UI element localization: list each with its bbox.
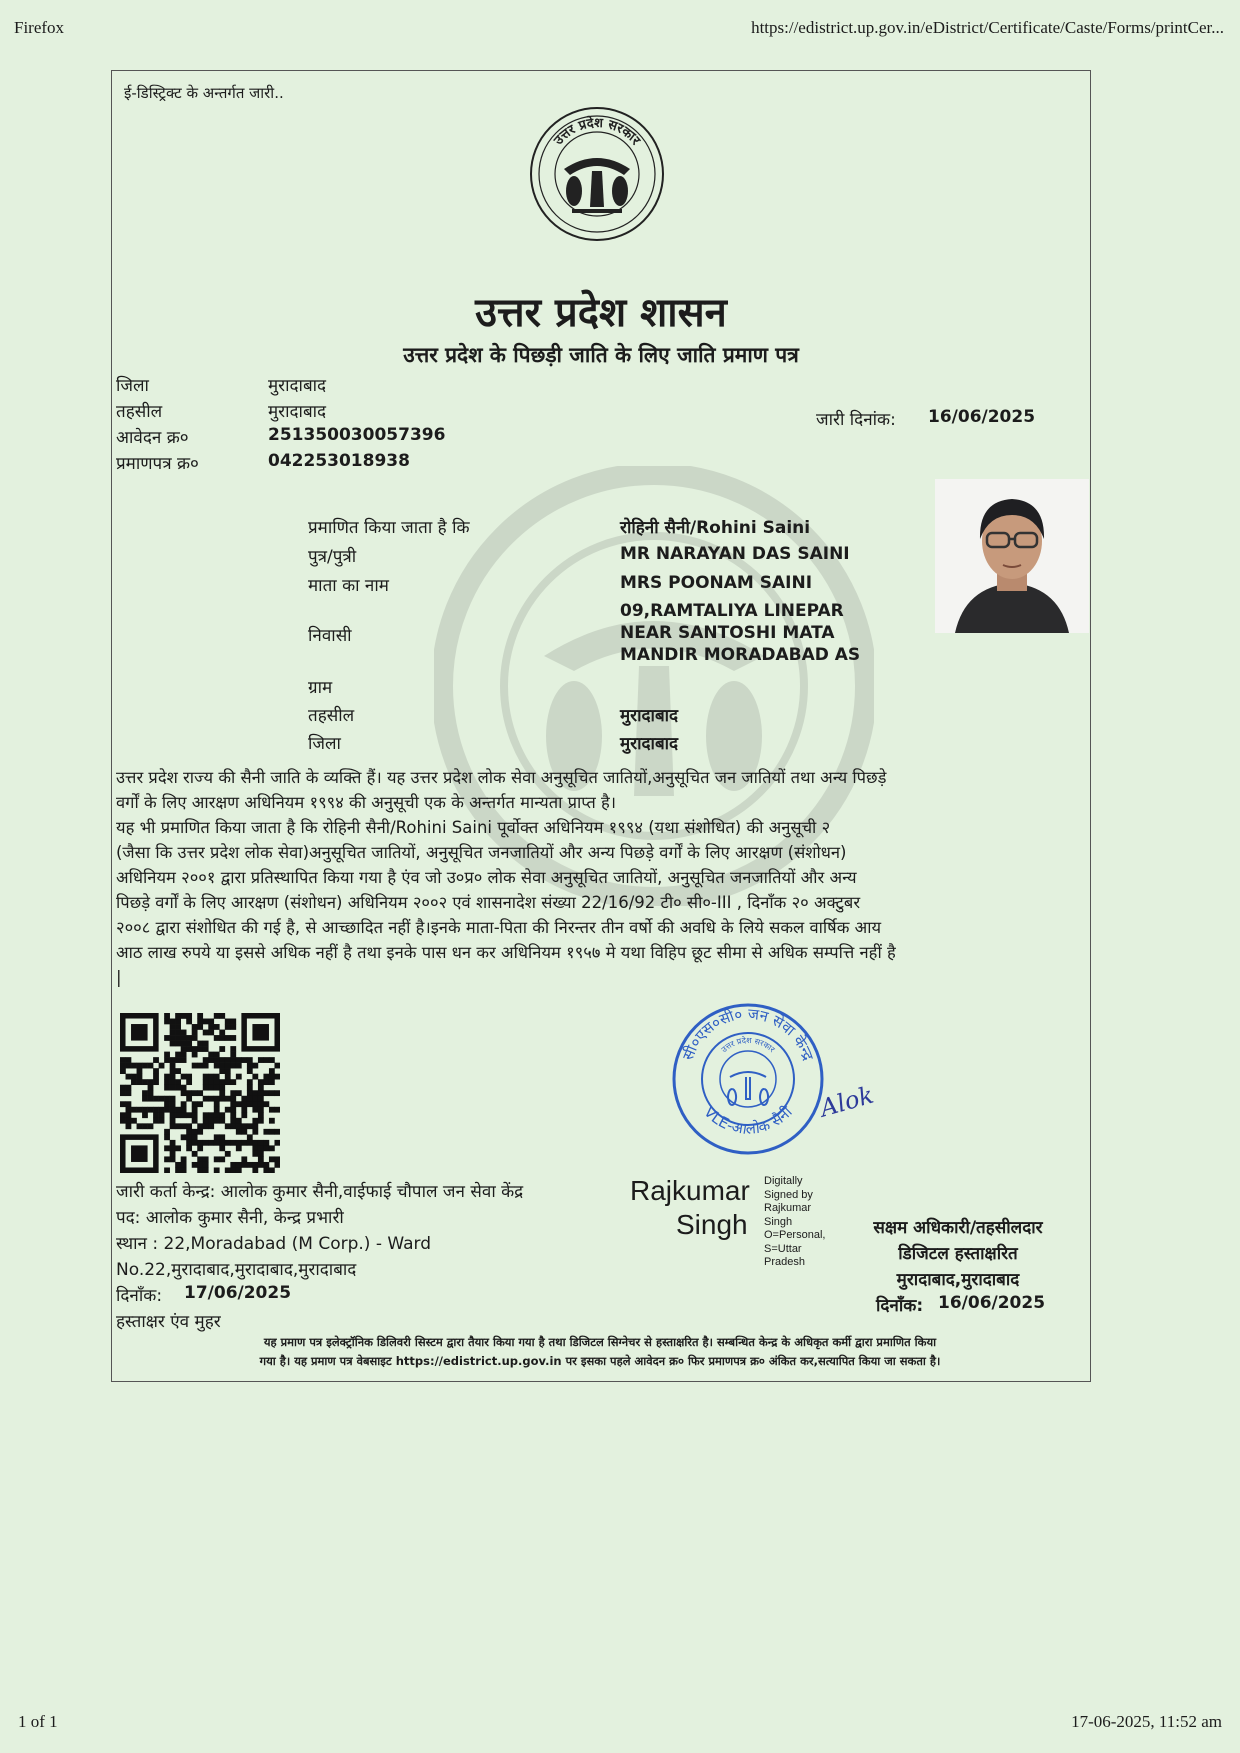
signature-detail-line: Digitally — [764, 1175, 803, 1187]
son-daughter-label: पुत्र/पुत्री — [308, 547, 357, 567]
certificate-footer — [116, 1333, 1084, 1371]
emblem-ring-text: उत्तर प्रदेश सरकार — [551, 115, 643, 149]
page-url: https://edistrict.up.gov.in/eDistrict/Certificate/Caste/Forms/printCer... — [751, 18, 1224, 37]
district-detail-value: मुरादाबाद — [620, 734, 679, 754]
digital-signer-name-2: Singh — [676, 1209, 748, 1240]
issuer-date-value: 17/06/2025 — [184, 1283, 292, 1303]
body-line: उत्तर प्रदेश राज्य की सैनी जाति के व्यक्ति हैं। यह उत्तर प्रदेश लोक सेवा अनुसूचित जातियों,अनुसूचित जन जातियों तथा अन्य पिछड़े — [116, 768, 887, 787]
certificate-no-label: प्रमाणपत्र क्र० — [116, 454, 199, 474]
issuer-place-line-1: स्थान : 22,Moradabad (M Corp.) - Ward — [116, 1234, 431, 1254]
tehsil-value: मुरादाबाद — [268, 402, 327, 422]
district-detail-label: जिला — [308, 734, 341, 754]
body-line: आठ लाख रुपये या इससे अधिक नहीं है तथा इनके पास धन कर अधिनियम १९५७ मे यथा विहिप छूट सीमा से अधिक सम्पत्ति नहीं है — [116, 943, 896, 962]
certified-value: रोहिनी सैनी/Rohini Saini — [620, 518, 811, 538]
application-no-label: आवेदन क्र० — [116, 428, 189, 448]
district-value: मुरादाबाद — [268, 376, 327, 396]
svg-text:सी०एस०सी० जन सेवा केन्द्र — [679, 1005, 818, 1064]
stamp-outer-text: सी०एस०सी० जन सेवा केन्द्र — [678, 1004, 818, 1063]
village-label: ग्राम — [308, 678, 333, 698]
issuer-date-label: दिनाँक: — [116, 1286, 163, 1306]
signature-detail-line: S=Uttar — [764, 1242, 802, 1255]
body-line: अधिनियम २००१ द्वारा प्रतिस्थापित किया गया है एंव जो उ०प्र० लोक सेवा अनुसूचित जातियों, अनुसूचित जनजातियों और अन्य — [116, 868, 857, 887]
body-line: यह भी प्रमाणित किया जाता है कि रोहिनी सैनी/Rohini Saini पूर्वोक्त अधिनियम १९९४ (यथा संशोधित) की अनुसूची २ — [116, 818, 831, 837]
address-line-2: NEAR SANTOSHI MATA — [620, 623, 835, 643]
mother-value: MRS POONAM SAINI — [620, 573, 813, 593]
page-count: 1 of 1 — [18, 1712, 58, 1731]
applicant-photo — [935, 479, 1089, 633]
government-title: उत्तर प्रदेश शासन — [475, 290, 727, 336]
signature-detail-line: Singh — [764, 1215, 793, 1228]
stamp-inner-text: उत्तर प्रदेश सरकार — [719, 1035, 777, 1055]
application-no-value: 251350030057396 — [268, 425, 446, 445]
issue-date-value: 16/06/2025 — [928, 407, 1036, 427]
body-line: (जैसा कि उत्तर प्रदेश लोक सेवा)अनुसूचित जातियों, अनुसूचित जनजातियों और अन्य पिछड़े वर्गों के लिए आरक्षण (संशोधन) — [116, 843, 847, 862]
issuer-sign-label: हस्ताक्षर एंव मुहर — [116, 1312, 221, 1332]
district-label: जिला — [116, 376, 149, 396]
body-line: २००८ द्वारा संशोधित की गई है, से आच्छादित नहीं है।इनके माता-पिता की निरन्तर तीन वर्षो की अवधि के लिये सकल वार्षिक आय — [116, 918, 882, 937]
vle-signature: Alok — [816, 1080, 877, 1123]
body-line: | — [116, 968, 122, 987]
authority-date-value: 16/06/2025 — [938, 1293, 1046, 1313]
footer-line: गया है। यह प्रमाण पत्र वेबसाइट https://edistrict.up.gov.in पर इसका पहले आवेदन क्र० फिर प्रमाणपत्र क्र० अंकित कर,सत्यापित किया जा सकता है। — [259, 1354, 941, 1368]
authority-line-2: डिजिटल हस्ताक्षरित — [898, 1244, 1018, 1264]
address-line-3: MANDIR MORADABAD AS — [620, 645, 861, 665]
signature-detail-line: O=Personal, — [764, 1229, 826, 1241]
issuer-post: पद: आलोक कुमार सैनी, केन्द्र प्रभारी — [116, 1208, 344, 1228]
signature-detail-line: Pradesh — [764, 1256, 805, 1268]
authority-line-1: सक्षम अधिकारी/तहसीलदार — [873, 1218, 1043, 1238]
footer-line: यह प्रमाण पत्र इलेक्ट्रॉनिक डिलिवरी सिस्टम द्वारा तैयार किया गया है तथा डिजिटल सिग्नेचर से हस्ताक्षरित है। सम्बन्धित केन्द्र के अधिकृत कर्मी द्वारा प्रमाणित किया — [263, 1335, 937, 1349]
certificate-title: उत्तर प्रदेश के पिछड़ी जाति के लिए जाति प्रमाण पत्र — [403, 343, 799, 367]
stamp-bottom-text: VLE-आलोक सैनी — [700, 1102, 796, 1139]
tehsil-detail-value: मुरादाबाद — [620, 706, 679, 726]
resident-label: निवासी — [308, 626, 352, 646]
top-note: ई-डिस्ट्रिक्ट के अन्तर्गत जारी.. — [124, 84, 284, 102]
digital-signature-details — [764, 1175, 825, 1270]
digital-signer-name-1: Rajkumar — [630, 1175, 750, 1206]
body-line: वर्गों के लिए आरक्षण अधिनियम १९९४ की अनुसूची एक के अन्तर्गत मान्यता प्राप्त है। — [116, 793, 617, 812]
tehsil-detail-label: तहसील — [308, 706, 355, 726]
certificate-no-value: 042253018938 — [268, 451, 410, 471]
issue-date-label: जारी दिनांक: — [816, 410, 896, 430]
issuer-place-line-2: No.22,मुरादाबाद,मुरादाबाद,मुरादाबाद — [116, 1260, 357, 1280]
authority-date-label: दिनाँक: — [876, 1296, 924, 1316]
qr-code — [120, 1013, 280, 1173]
signature-detail-line: Rajkumar — [764, 1202, 812, 1214]
browser-app-name: Firefox — [14, 18, 65, 37]
address-line-1: 09,RAMTALIYA LINEPAR — [620, 601, 844, 621]
son-daughter-value: MR NARAYAN DAS SAINI — [620, 544, 850, 564]
certificate-body — [116, 765, 1084, 990]
signature-detail-line: Signed by — [764, 1188, 813, 1201]
certified-label: प्रमाणित किया जाता है कि — [308, 518, 470, 538]
tehsil-label: तहसील — [116, 402, 163, 422]
mother-label: माता का नाम — [308, 576, 389, 596]
up-emblem-logo — [528, 105, 666, 243]
certificate-frame — [111, 70, 1091, 1382]
vle-stamp — [662, 993, 902, 1163]
print-datetime: 17-06-2025, 11:52 am — [1071, 1712, 1222, 1731]
authority-line-3: मुरादाबाद,मुरादाबाद — [896, 1270, 1020, 1290]
issuer-center: जारी कर्ता केन्द्र: आलोक कुमार सैनी,वाईफाई चौपाल जन सेवा केंद्र — [116, 1182, 524, 1202]
body-line: पिछड़े वर्गों के लिए आरक्षण (संशोधन) अधिनियम २००२ एवं शासनादेश संख्या 22/16/92 टी० सी०-III , दिनाँक २० अक्टुबर — [116, 893, 861, 912]
